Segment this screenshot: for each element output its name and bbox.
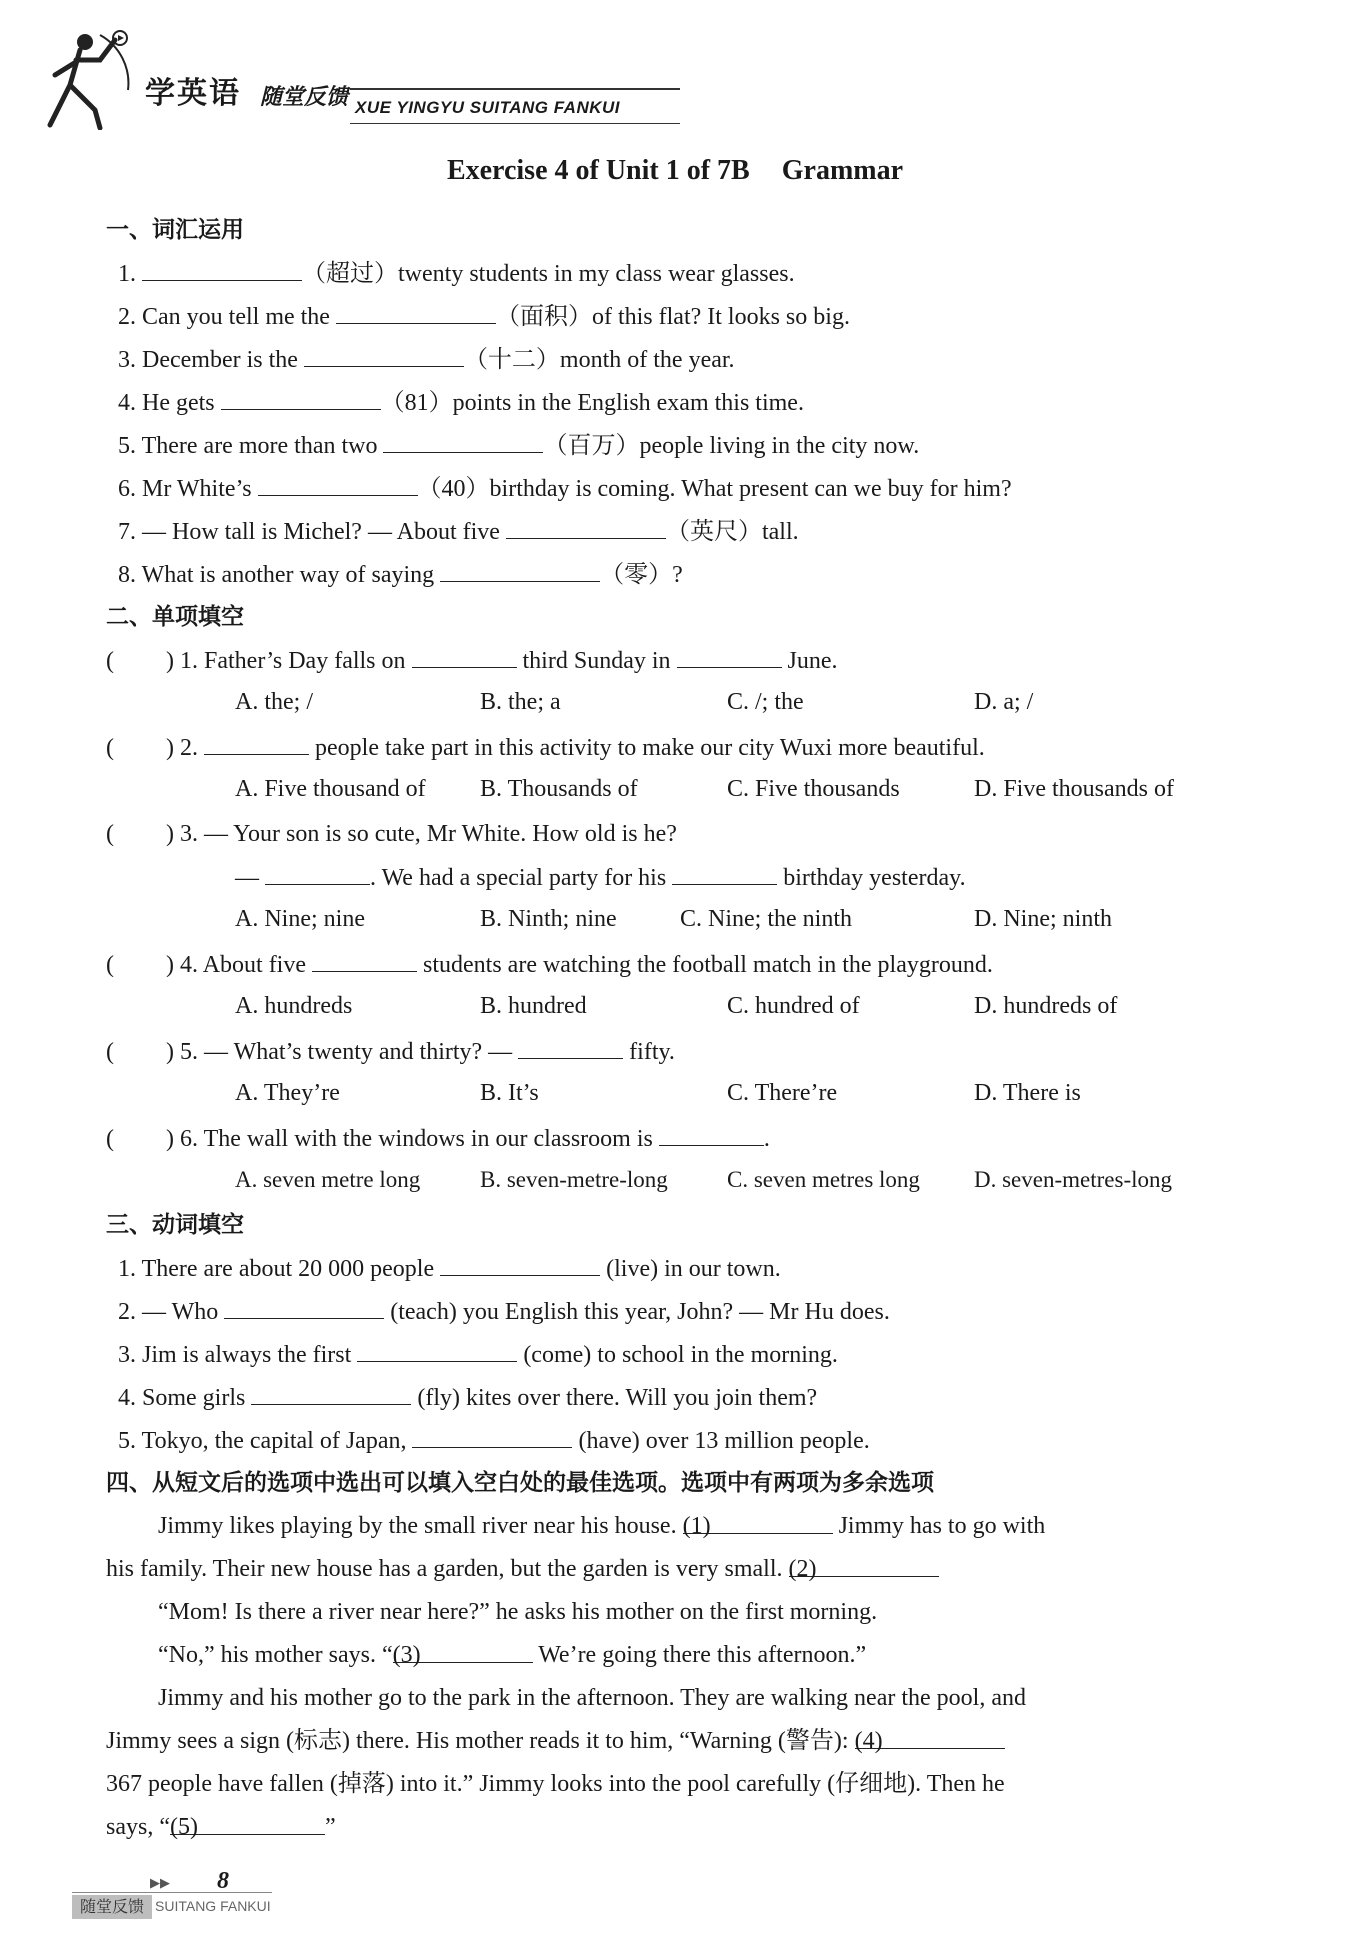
item-text: — Your son is so cute, Mr White. How old is he? bbox=[204, 821, 677, 847]
item-number: 1. bbox=[180, 648, 198, 674]
item-text: (fly) kites over there. Will you join them? bbox=[417, 1385, 818, 1411]
footer-tag: 随堂反馈 bbox=[72, 1895, 152, 1919]
vocab-item bbox=[118, 387, 804, 418]
passage-blank[interactable]: (5) bbox=[170, 1812, 325, 1835]
answer-paren[interactable]: ( ) bbox=[106, 648, 174, 674]
item-number: 5. bbox=[118, 433, 136, 459]
item-text: Jim is always the first bbox=[142, 1342, 352, 1368]
passage-blank[interactable]: (3) bbox=[393, 1640, 533, 1663]
mc-option[interactable]: D. There is bbox=[974, 1080, 1081, 1106]
item-text: . We had a special party for his bbox=[370, 865, 667, 891]
footer-divider bbox=[72, 1892, 272, 1893]
item-text: （十二）month of the year. bbox=[463, 347, 735, 373]
answer-blank[interactable] bbox=[506, 516, 666, 539]
answer-paren[interactable]: ( ) bbox=[106, 1126, 174, 1152]
mc-option[interactable]: B. seven-metre-long bbox=[480, 1167, 668, 1192]
mc-question bbox=[106, 1036, 675, 1067]
answer-blank[interactable] bbox=[412, 1425, 572, 1448]
answer-blank[interactable] bbox=[383, 430, 543, 453]
item-text: June. bbox=[787, 648, 838, 674]
answer-blank[interactable] bbox=[304, 344, 464, 367]
mc-option[interactable]: B. Thousands of bbox=[480, 776, 638, 802]
exercise-title bbox=[0, 155, 1350, 187]
answer-blank[interactable] bbox=[224, 1296, 384, 1319]
mc-option[interactable]: A. hundreds bbox=[235, 993, 353, 1019]
item-text: About five bbox=[202, 952, 306, 978]
section-heading-vocab: 一、词汇运用 bbox=[106, 217, 244, 243]
answer-paren[interactable]: ( ) bbox=[106, 735, 174, 761]
item-text: people take part in this activity to make our city Wuxi more beautiful. bbox=[315, 735, 985, 761]
mc-option[interactable]: A. They’re bbox=[235, 1080, 340, 1106]
mc-question-line2 bbox=[235, 862, 966, 893]
item-number: 4. bbox=[118, 390, 136, 416]
vocab-item bbox=[118, 301, 850, 332]
item-number: 8. bbox=[118, 562, 136, 588]
brand-divider bbox=[350, 88, 680, 90]
mc-question bbox=[106, 732, 985, 763]
passage-blank[interactable]: (2) bbox=[789, 1554, 939, 1577]
vocab-item bbox=[118, 559, 683, 590]
verb-item bbox=[118, 1253, 781, 1284]
answer-blank bbox=[265, 862, 370, 885]
mc-question bbox=[106, 949, 993, 980]
item-text: There are more than two bbox=[141, 433, 378, 459]
section-heading-passage: 四、从短文后的选项中选出可以填入空白处的最佳选项。选项中有两项为多余选项 bbox=[106, 1470, 934, 1496]
item-text: There are about 20 000 people bbox=[141, 1256, 435, 1282]
mc-option[interactable]: C. Nine; the ninth bbox=[680, 906, 852, 932]
mc-option[interactable]: A. Five thousand of bbox=[235, 776, 426, 802]
brand-subtitle-cn: 随堂反馈 bbox=[260, 85, 349, 110]
passage-line: Jimmy sees a sign (标志) there. His mother reads it to him, “Warning (警告): (4) bbox=[106, 1726, 1005, 1756]
item-text: The wall with the windows in our classroom is bbox=[203, 1126, 653, 1152]
vocab-item bbox=[118, 473, 1012, 504]
runner-logo-icon bbox=[40, 30, 130, 130]
mc-option[interactable]: D. hundreds of bbox=[974, 993, 1118, 1019]
answer-blank bbox=[412, 645, 517, 668]
mc-option[interactable]: A. seven metre long bbox=[235, 1167, 421, 1192]
answer-blank[interactable] bbox=[440, 559, 600, 582]
mc-option[interactable]: C. Five thousands bbox=[727, 776, 900, 802]
vocab-item bbox=[118, 344, 735, 375]
mc-option[interactable]: C. /; the bbox=[727, 689, 804, 715]
brand-divider bbox=[350, 123, 680, 124]
item-text: — Who bbox=[142, 1299, 219, 1325]
answer-blank[interactable] bbox=[357, 1339, 517, 1362]
item-text: (teach) you English this year, John? — Mr Hu does. bbox=[390, 1299, 890, 1325]
item-text: — What’s twenty and thirty? — bbox=[204, 1039, 513, 1065]
item-number: 4. bbox=[118, 1385, 136, 1411]
answer-blank bbox=[204, 732, 309, 755]
answer-paren[interactable]: ( ) bbox=[106, 952, 174, 978]
answer-blank bbox=[518, 1036, 623, 1059]
item-number: 6. bbox=[180, 1126, 198, 1152]
mc-option[interactable]: D. seven-metres-long bbox=[974, 1167, 1172, 1192]
item-number: 5. bbox=[118, 1428, 136, 1454]
item-number: 3. bbox=[118, 347, 136, 373]
item-number: 2. bbox=[118, 304, 136, 330]
vocab-item bbox=[118, 430, 919, 461]
item-text: (have) over 13 million people. bbox=[578, 1428, 870, 1454]
item-text: students are watching the football match in the playground. bbox=[423, 952, 993, 978]
item-text: He gets bbox=[142, 390, 215, 416]
item-text: December is the bbox=[142, 347, 298, 373]
item-text: — bbox=[235, 865, 259, 891]
item-text: third Sunday in bbox=[522, 648, 671, 674]
item-number: 5. bbox=[180, 1039, 198, 1065]
title-main: Exercise 4 of Unit 1 of 7B bbox=[446, 155, 750, 186]
item-text: (live) in our town. bbox=[606, 1256, 781, 1282]
section-heading-verbs: 三、动词填空 bbox=[106, 1212, 244, 1238]
item-number: 1. bbox=[118, 1256, 136, 1282]
mc-option[interactable]: D. Nine; ninth bbox=[974, 906, 1112, 932]
item-text: Mr White’s bbox=[142, 476, 252, 502]
mc-question bbox=[106, 645, 838, 676]
passage-blank[interactable]: (1) bbox=[683, 1511, 833, 1534]
item-text: Some girls bbox=[142, 1385, 246, 1411]
item-text: （81）points in the English exam this time. bbox=[380, 390, 804, 416]
vocab-item bbox=[118, 516, 799, 547]
item-number: 2. bbox=[118, 1299, 136, 1325]
item-number: 2. bbox=[180, 735, 198, 761]
item-text: — How tall is Michel? — About five bbox=[142, 519, 500, 545]
mc-option[interactable]: D. a; / bbox=[974, 689, 1034, 715]
item-text: What is another way of saying bbox=[141, 562, 435, 588]
mc-question bbox=[106, 1123, 770, 1154]
item-text: Tokyo, the capital of Japan, bbox=[141, 1428, 407, 1454]
answer-blank[interactable] bbox=[440, 1253, 600, 1276]
mc-option[interactable]: C. seven metres long bbox=[727, 1167, 920, 1192]
brand-title-cn: 学英语 bbox=[145, 76, 241, 111]
mc-option[interactable]: D. Five thousands of bbox=[974, 776, 1174, 802]
passage-line: says, “(5) ” bbox=[106, 1814, 336, 1840]
brand-header bbox=[40, 30, 660, 140]
answer-paren[interactable]: ( ) bbox=[106, 1039, 174, 1065]
item-text: Father’s Day falls on bbox=[204, 648, 406, 674]
answer-blank bbox=[659, 1123, 764, 1146]
double-arrow-icon: ▶▶ bbox=[150, 1876, 170, 1891]
item-number: 6. bbox=[118, 476, 136, 502]
passage-line: 367 people have fallen (掉落) into it.” Jimmy looks into the pool carefully (仔细地). Then he bbox=[106, 1771, 1005, 1797]
passage-blank[interactable]: (4) bbox=[855, 1726, 1005, 1749]
item-number: 3. bbox=[180, 821, 198, 847]
page-number: 8 bbox=[217, 1868, 229, 1894]
item-text: （英尺）tall. bbox=[665, 519, 799, 545]
answer-blank bbox=[312, 949, 417, 972]
mc-question bbox=[106, 819, 677, 849]
item-text: （40）birthday is coming. What present can we buy for him? bbox=[417, 476, 1012, 502]
answer-blank[interactable] bbox=[251, 1382, 411, 1405]
mc-option[interactable]: B. Ninth; nine bbox=[480, 906, 617, 932]
item-number: 4. bbox=[180, 952, 198, 978]
verb-item bbox=[118, 1382, 817, 1413]
passage-line: Jimmy and his mother go to the park in the afternoon. They are walking near the pool, and bbox=[158, 1685, 1026, 1711]
verb-item bbox=[118, 1296, 890, 1327]
verb-item bbox=[118, 1339, 838, 1370]
answer-blank bbox=[677, 645, 782, 668]
item-text: fifty. bbox=[629, 1039, 675, 1065]
item-text: (come) to school in the morning. bbox=[523, 1342, 838, 1368]
passage-line: “Mom! Is there a river near here?” he asks his mother on the first morning. bbox=[158, 1599, 878, 1625]
mc-option[interactable]: B. It’s bbox=[480, 1080, 539, 1106]
footer-tag-en: SUITANG FANKUI bbox=[155, 1898, 271, 1914]
vocab-item bbox=[118, 258, 795, 289]
answer-blank[interactable] bbox=[258, 473, 418, 496]
passage-line: Jimmy likes playing by the small river near his house. (1) Jimmy has to go with bbox=[158, 1513, 1046, 1539]
answer-blank[interactable] bbox=[221, 387, 381, 410]
mc-option[interactable]: A. Nine; nine bbox=[235, 906, 365, 932]
item-text: . bbox=[763, 1126, 770, 1152]
mc-option[interactable]: C. hundred of bbox=[727, 993, 860, 1019]
item-text: （零）? bbox=[600, 562, 683, 588]
passage-line: his family. Their new house has a garden, but the garden is very small. (2) bbox=[106, 1554, 939, 1584]
verb-item bbox=[118, 1425, 870, 1456]
answer-blank[interactable] bbox=[142, 258, 302, 281]
mc-option[interactable]: C. There’re bbox=[727, 1080, 838, 1106]
item-text: Can you tell me the bbox=[142, 304, 330, 330]
mc-option[interactable]: B. hundred bbox=[480, 993, 587, 1019]
title-topic: Grammar bbox=[781, 155, 904, 186]
mc-option[interactable]: B. the; a bbox=[480, 689, 561, 715]
item-text: （面积）of this flat? It looks so big. bbox=[495, 304, 850, 330]
answer-blank bbox=[672, 862, 777, 885]
answer-blank[interactable] bbox=[336, 301, 496, 324]
brand-title-en: XUE YINGYU SUITANG FANKUI bbox=[355, 98, 621, 117]
item-text: （百万）people living in the city now. bbox=[543, 433, 920, 459]
mc-option[interactable]: A. the; / bbox=[235, 689, 313, 715]
answer-paren[interactable]: ( ) bbox=[106, 821, 174, 847]
item-number: 1. bbox=[118, 261, 136, 287]
item-number: 3. bbox=[118, 1342, 136, 1368]
item-text: （超过）twenty students in my class wear glasses. bbox=[302, 261, 795, 287]
passage-line: “No,” his mother says. “(3) We’re going there this afternoon.” bbox=[158, 1642, 867, 1668]
item-number: 7. bbox=[118, 519, 136, 545]
section-heading-mc: 二、单项填空 bbox=[106, 604, 244, 630]
item-text: birthday yesterday. bbox=[783, 865, 966, 891]
